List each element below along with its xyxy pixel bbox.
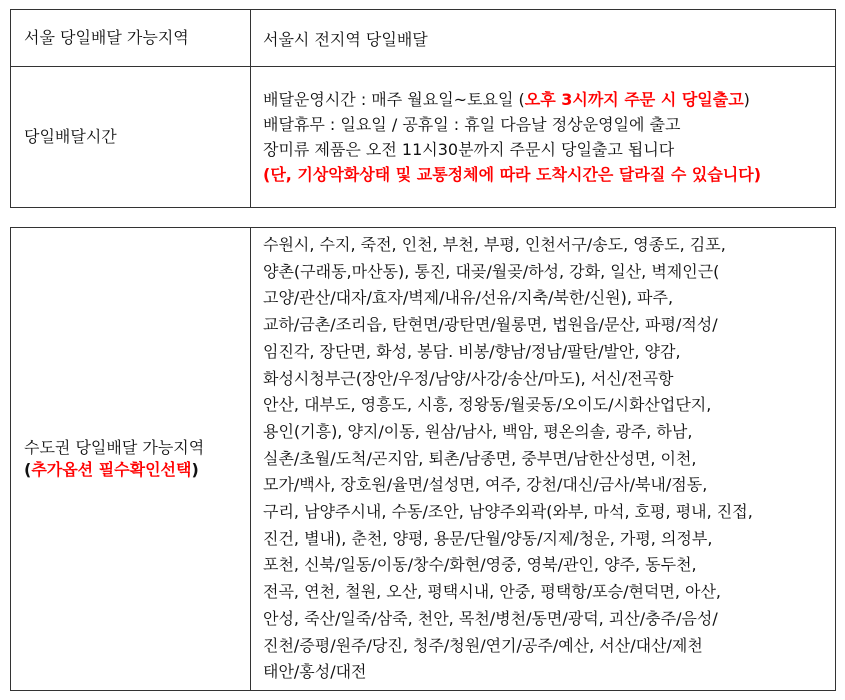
area-line: 임진각, 장단면, 화성, 봉담. 비봉/향남/정남/팔탄/발안, 양감, bbox=[263, 341, 681, 361]
area-line: 수원시, 수지, 죽전, 인천, 부천, 부평, 인천서구/송도, 영종도, 김포, bbox=[263, 235, 726, 255]
area-line: 진건, 별내), 춘천, 양평, 용문/단월/양동/지제/청운, 가평, 의정부, bbox=[263, 528, 713, 548]
option-notice: (추가옵션 필수확인선택) bbox=[24, 460, 199, 479]
rose-cutoff-line: 장미류 제품은 오전 11시30분까지 주문시 당일출고 됩니다 bbox=[263, 140, 675, 159]
region-value: 서울시 전지역 당일배달 bbox=[251, 10, 836, 67]
seoul-delivery-table bbox=[10, 9, 836, 208]
area-line: 안성, 죽산/일죽/삼죽, 천안, 목천/병천/동면/광덕, 괴산/충주/음성/ bbox=[263, 608, 718, 628]
cutoff-notice: 오후 3시까지 주문 시 당일출고 bbox=[524, 90, 744, 109]
region-label: 서울 당일배달 가능지역 bbox=[11, 10, 251, 67]
area-line: 포천, 신북/일동/이동/창수/화현/영중, 영북/관인, 양주, 동두천, bbox=[263, 555, 697, 575]
area-line: 용인(기흥), 양지/이동, 원삼/남사, 백암, 평온의솔, 광주, 하남, bbox=[263, 421, 693, 441]
delivery-time-details bbox=[251, 67, 836, 208]
area-line: 양촌(구래동,마산동), 통진, 대곶/월곶/하성, 강화, 일산, 벽제인근( bbox=[263, 261, 720, 281]
holiday-line: 배달휴무 : 일요일 / 공휴일 : 휴일 다음날 정상운영일에 출고 bbox=[263, 115, 681, 134]
area-line: 모가/백사, 장호원/율면/설성면, 여주, 강천/대신/금사/북내/점동, bbox=[263, 475, 708, 495]
metro-delivery-table bbox=[10, 227, 836, 691]
area-line: 안산, 대부도, 영흥도, 시흥, 정왕동/월곶동/오이도/시화산업단지, bbox=[263, 395, 712, 415]
operating-hours-line: 배달운영시간 : 매주 월요일~토요일 (오후 3시까지 주문 시 당일출고) bbox=[263, 90, 750, 109]
area-line: 고양/관산/대자/효자/벽제/내유/선유/지축/북한/신원), 파주, bbox=[263, 288, 674, 308]
metro-area-list bbox=[251, 228, 836, 691]
weather-notice: (단, 기상악화상태 및 교통정체에 따라 도착시간은 달라질 수 있습니다) bbox=[263, 165, 762, 184]
delivery-time-label: 당일배달시간 bbox=[11, 67, 251, 208]
metro-label: 수도권 당일배달 가능지역 bbox=[24, 438, 205, 457]
area-line: 실촌/초월/도척/곤지암, 퇴촌/남종면, 중부면/남한산성면, 이천, bbox=[263, 448, 697, 468]
area-line: 교하/금촌/조리읍, 탄현면/광탄면/월롱면, 법원읍/문산, 파평/적성/ bbox=[263, 315, 718, 335]
area-line: 진천/증평/원주/당진, 청주/청원/연기/공주/예산, 서산/대산/제천 bbox=[263, 635, 703, 655]
area-line: 화성시청부근(장안/우정/남양/사강/송산/마도), 서신/전곡항 bbox=[263, 368, 674, 388]
area-line: 전곡, 연천, 철원, 오산, 평택시내, 안중, 평택항/포승/현덕면, 아산, bbox=[263, 582, 722, 602]
area-line: 태안/홍성/대전 bbox=[263, 662, 367, 682]
metro-row bbox=[11, 228, 836, 691]
metro-label-cell bbox=[11, 228, 251, 691]
area-line: 구리, 남양주시내, 수동/조안, 남양주외곽(와부, 마석, 호평, 평내, 진접, bbox=[263, 502, 753, 522]
region-row bbox=[11, 10, 836, 67]
option-notice-red: 추가옵션 필수확인선택 bbox=[31, 460, 192, 479]
delivery-time-row bbox=[11, 67, 836, 208]
